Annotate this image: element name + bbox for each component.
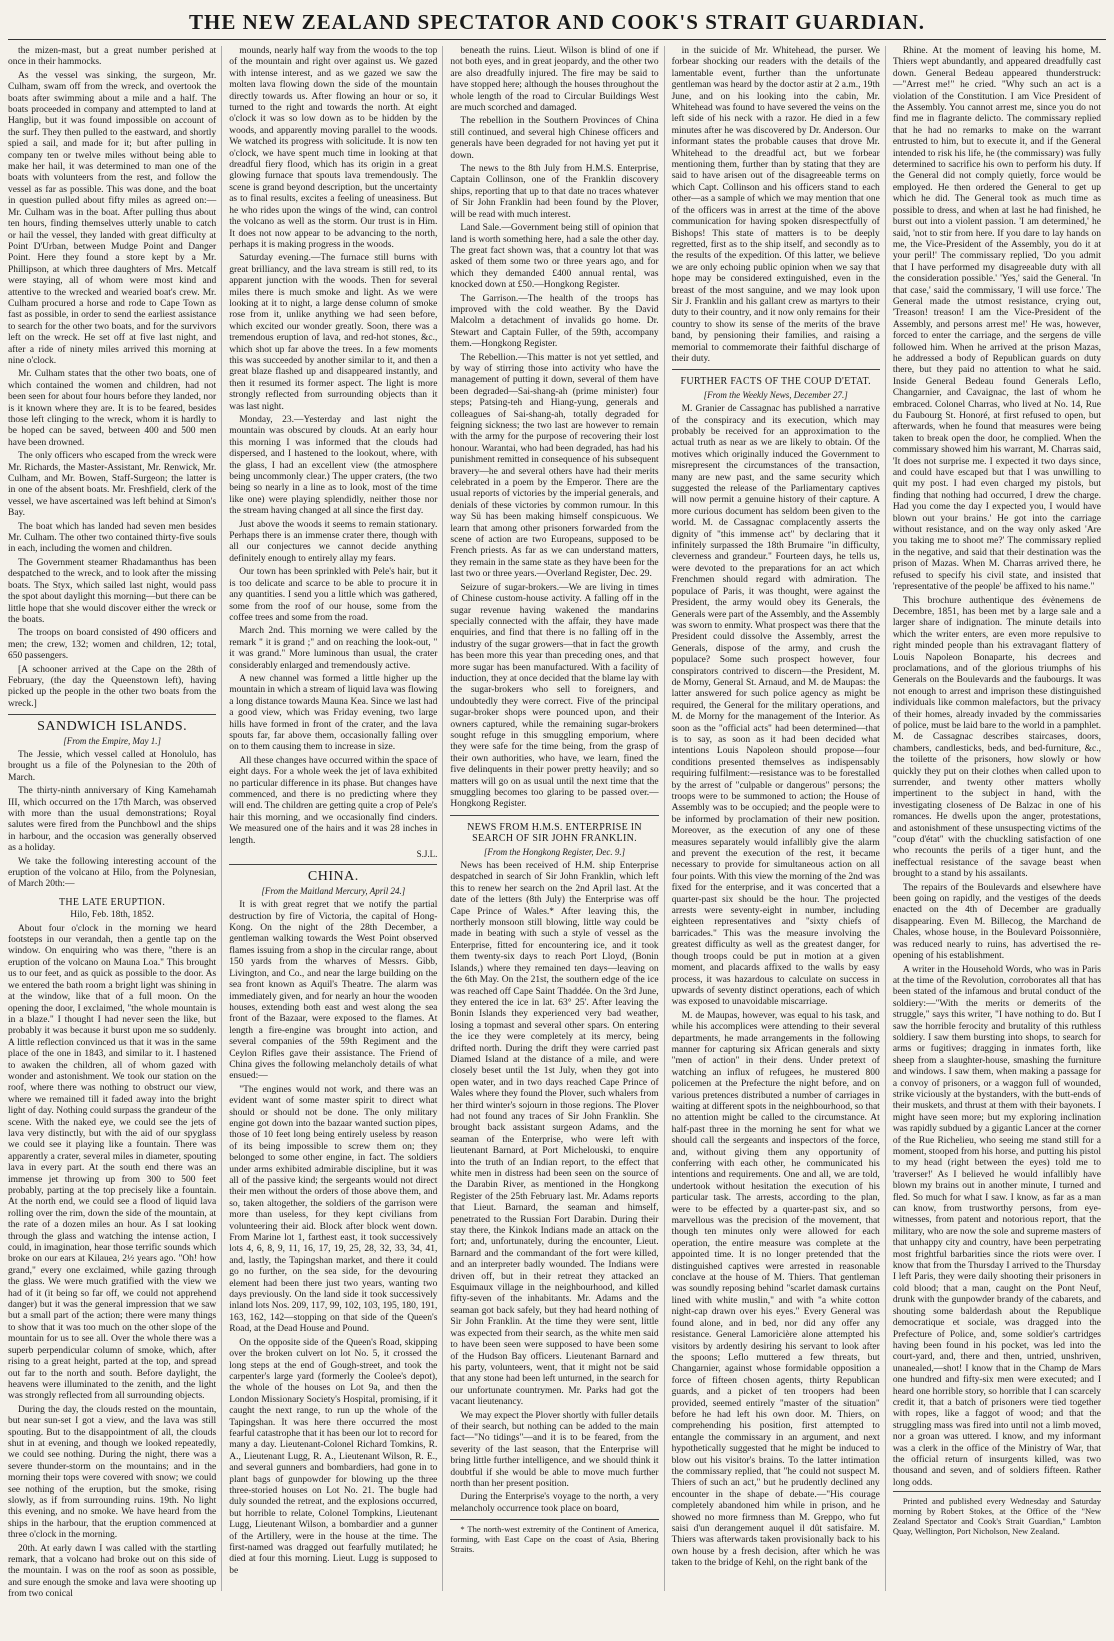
sub-heading: THE LATE ERUPTION. xyxy=(58,896,166,908)
paragraph: The only officers who escaped from the wreck were Mr. Richards, the Master-Assistant, Mr. Renwick, Mr. Culham, and Mr. Bowen, Staff-Surgeon; the latter is in one of the absent boats. Mr. Freshfield, clerk of the vessel, we have ascertained was left behind at Simon's Bay. xyxy=(8,451,217,519)
paragraph: the mizen-mast, but a great number perished at once in their hammocks. xyxy=(8,46,217,68)
source-line: [From the Empire, May 1.] xyxy=(63,735,162,746)
column-2 xyxy=(229,46,443,1591)
column-3 xyxy=(450,46,664,1591)
paragraph: "The engines would not work, and there was an evident want of some master spirit to direct what should or should not be done. The only military engine got down into the bazaar wanted suction pipes, those of 10 feet long being entirely useless by reason of its being impossible to screw them on; they belonged to some other engine, in fact. The soldiers under arms exhibited admirable discipline, but it was all of the passive kind; the sergeants would not direct their men without the orders of those above them, and so, taken altogether, the soldiers of the garrison were more than useless, for they kept civilians from volunteering their aid. Block after block went down. From Marine lot 1, farthest east, it took successively lots 4, 6, 8, 9, 11, 16, 17, 19, 25, 28, 32, 33, 34, 41, and, lastly, the Tapingshan market, and there it could go no further, on the sea side, for the devouring element had been there just two years, wanting two days previously. On the land side it took successively inland lots Nos. 209, 117, 99, 102, 103, 195, 180, 191, 163, 162, 142—stopping on that side of the Queen's Road, at the Dead House and Pound. xyxy=(229,1084,438,1335)
paragraph: On the opposite side of the Queen's Road, skipping over the broken culvert on lot No. 5, it crossed the long steps at the end of Gough-street, and took the carpenter's large yard (formerly the Coolee's depot), the whole of the houses on Lot 9a, and then the London Missionary Society's Hospital, promising, if it caught the next range, to run up the whole of the Tapingshan. It was here there occurred the most fearful catastrophe that it has been our lot to record for many a day. Lieutenant-Colonel Richard Tomkins, R. A., Lieutenant Lugg, R. A., Lieutenant Wilson, R. E., and several gunners and bombardiers, had gone in to plant bags of gunpowder for blowing up the three three-storied houses on Lot No. 21. The bugle had duly sounded the retreat, and the explosions occurred, but horrible to relate, Colonel Tompkins, Lieutenant Lugg, Lieutenant Wilson, a bombardier and a gunner of the Artillery, were in the house at the time. The first-named was dragged out fearfully mutilated; he died at four this morning. Lieut. Lugg is supposed to be xyxy=(229,1337,438,1576)
paragraph: The news to the 8th July from H.M.S. Enterprise, Captain Collinson, one of the Franklin discovery ships, reporting that up to that date no traces whatever of Sir John Franklin had been found by the Plover, will be read with much interest. xyxy=(450,164,659,220)
paragraph: Saturday evening.—The furnace still burns with great brilliancy, and the lava stream is still red, to its apparent junction with the woods. Then for several miles there is much smoke and light. As we were looking at it to night, a large dense column of smoke rose from it, unlike anything we had seen before, which excited our wonder greatly. Soon, there was a tremendous eruption of lava, and red-hot stones, &c., which shot up far above the trees. In a few moments this was succeeded by another similar to it, and then a great blaze flashed up and disappeared instantly, and then it resumed its former aspect. The light is more strongly reflected from surrounding objects than it was last night. xyxy=(229,253,438,412)
divider xyxy=(229,864,437,865)
paragraph: The Jessie, which vessel called at Honolulo, has brought us a file of the Polynesian to the 20th of March. xyxy=(8,749,217,783)
section-heading: NEWS FROM H.M.S. ENTERPRISE IN SEARCH OF SIR JOHN FRANKLIN. xyxy=(467,821,642,845)
paragraph: The Garrison.—The health of the troops has improved with the cold weather. By the David Malcolm a detachment of invalids go home. Dr. Stewart and Captain Fuller, of the 59th, accompany them.—Hongkong Register. xyxy=(450,293,659,350)
divider xyxy=(450,1519,658,1520)
paragraph: We may expect the Plover shortly with fuller details of their search, but nothing can be added to the main fact—"No tidings"—and it is to be feared, from the severity of the last season, that the Enterprise will bring little further intelligence, and we should think it doubtful if she would be able to move much further north than her present position. xyxy=(450,1410,659,1489)
paragraph: Monday, 23.—Yesterday and last night the mountain was obscured by clouds. At an early hour this morning I was informed that the clouds had dispersed, and I hastened to the lookout, where, with the glass, I had an excellent view (the atmosphere being uncommonly clear.) The upper craters, (the two being so nearly in a line as to look, most of the time like one) were playing splendidly, neither those nor the stream having changed at all since the first day. xyxy=(229,415,438,517)
section-heading: CHINA. xyxy=(307,869,359,885)
paragraph: A new channel was formed a little higher up the mountain in which a stream of liquid lava was flowing a long distance towards Mauna Kea. Since we last had a good view, which was Friday evening, two large hills have formed in front of the crater, and the lava spouts far, far above them, occasionally falling over on to them causing them to increase in size. xyxy=(229,673,438,753)
source-line: [From the Weekly News, December 27.] xyxy=(703,389,848,400)
paragraph: This brochure authentique des évènemens de Decembre, 1851, has been met by a large sale and a larger share of indignation. The minute details into which the writer enters, are even more repulsive to right minded people than his extravagant flattery of Louis Napoleon Bonaparte, his decrees and proclamations, and of the glorious triumphs of his Generals on the Boulevards and the faubourgs. It was not enough to arrest and imprison these distinguished individuals like common malefactors, but the privacy of their homes, already invaded by the commissaries of police, must be laid bare to the world in a pamphlet. M. de Cassagnac describes staircases, doors, chambers, candlesticks, beds, and bed-furniture, &c., the toilette of the prisoners, how slowly or how quickly they put on their clothes when called upon to surrender, and twenty other matters wholly impertinent to the subject in hand, with the investigating closeness of De Balzac in one of his romances. He dwells upon the anger, protestations, and astonishment of these unsuspecting victims of the "coup d'état" with the chuckling satisfaction of one who recounts the perils of a tiger hunt, and the ineffectual resistance of the savage beast when brought to a stand by his assailants. xyxy=(892,595,1102,880)
masthead: THE NEW ZEALAND SPECTATOR AND COOK'S STRAIT GUARDIAN. xyxy=(8,8,1106,40)
column-1 xyxy=(8,46,222,1600)
paragraph: The repairs of the Boulevards and elsewhere have been going on rapidly, and the vestiges of the deeds enacted on the 4th of December are gradually disappearing. Even M. Billecog, the Marchand de Chales, whose house, in the Boulevard Poissonnière, was reduced nearly to ruins, has advertised the re-opening of his establishment. xyxy=(892,882,1102,962)
paragraph: We take the following interesting account of the eruption of the volcano at Hilo, from the Polynesian, of March 20th:— xyxy=(8,856,217,890)
footnote: * The north-west extremity of the Continent of America, forming, with East Cape on the coast of Asia, Bhering Straits. xyxy=(450,1524,659,1555)
paragraph: A writer in the Household Words, who was in Paris at the time of the Revolution, corroborates all that has been stated of the infamous and brutal conduct of the soldiery:—"With the merits or demerits of the struggle," says this writer, "I have nothing to do. But I saw the horrible ferocity and brutality of this ruthless soldiery. I saw them bursting into shops, to search for arms or fugitives; dragging in inmates forth, like sheep from a slaughter-house, smashing the furniture and windows. I saw them, when making a passage for a convoy of prisoners, or a waggon full of wounded, strike viciously at the bystanders, with the butt-ends of their muskets, and thrust at them with their bayonets. I might have seen more; but my exploring inclination was rapidly subdued by a gigantic Lancer at the corner of the Rue Richelieu, who seeing me stand still for a moment, stooped from his horse, and putting his pistol to my head (right between the eyes) told me to 'traverser!' As I believed he would infallibly have blown my brains out in another minute, I turned and fled. So much for what I saw. I know, as far as a man can know, from trustworthy persons, from eye-witnesses, from patent and notorious report, that the military, who are now the sole and supreme masters of that unhappy city and country, have been perpetrating most frightful barbarities since the riots were over. I know that from the Thursday I arrived to the Thursday I left Paris, they were daily shooting their prisoners in cold blood; that a man, caught on the Pont Neuf, drunk with the gunpowder brandy of the cabarets, and shouting some balderdash about the Republique democratique et sociale, was dragged into the Prefecture of Police, and, some soldier's cartridges having been found in his pocket, was led into the court-yard, and, there and then, untried, unshriven, unanealed,—shot! I know that in the Champ de Mars one hundred and fifty-six men were executed; and I heard one horrible story, so horrible that I can scarcely credit it, that a batch of prisoners were tied together with ropes, like a faggot of wood; and that the struggling mass was fired into until not a limb moved, nor a groan was uttered. I know, and my informant was a clerk in the office of the Ministry of War, that the official return of insurgents killed, was two thousand and seven, and of soldiers fifteen. Rather long odds. xyxy=(892,964,1102,1488)
paragraph: The Rebellion.—This matter is not yet settled, and by way of stirring those into activity who have the management of putting it down, several of them have been degraded—Sai-shang-ah (prime minister) four steps; Patsing-teh and Hiang-yung, generals and colleagues of Sai-shang-ah, totally degraded for feigning sickness; the two last are however to remain with the army for the purpose of recovering their lost honour. Warantai, who had been degraded, has had his punishment remitted in consequence of his subsequent bravery—he and several others have had their merits celebrated in a poem by the Emperor. There are the usual reports of victories by the imperial generals, and denials of these victories by common rumour. In this way Sü has been making himself conspicuous. We learn that among other prisoners forwarded from the scene of action are two Europeans, supposed to be French priests. As far as we can understand matters, they remain in the same state as they have been for the last two or three years.—Overland Register, Dec. 29. xyxy=(450,352,659,580)
column-5 xyxy=(893,46,1106,1591)
paragraph: M. Granier de Cassagnac has published a narrative of the conspiracy and its execution, which may probably be received for an approximation to the actual truth as near as we are likely to obtain. Of the motives which originally induced the Government to misrepresent the circumstances of the transaction, many are new past, and the same security which suggested the release of the Parliamentary captives will now permit a genuine history of their capture. A more curious document has seldom been given to the world. M. de Cassagnac complacently asserts the dignity of "this immense act" by declaring that it infinitely surpassed the 18th Brumaire "in difficulty, cleverness and grandeur." Fourteen days, he tells us, were devoted to the preparations for an act which Frenchmen should regard with admiration. The populace of Paris, it was thought, were against the President, the army would obey its Generals, the Generals were part of the Assembly, and the Assembly was sworn to enmity. What prospect was there that the President could dissolve the Assembly, arrest the Generals, dispose of the army, and crush the populace? Some such prospect however, four conspirators contrived to discern—the President, M. de Morny, General St. Arnaud, and M. de Maupas: the latter answered for such police agency as might be required, the General for the military operations, and M. de Morny for the management of the Interior. As soon as the "official acts" had been determined—that is to say, as soon as it had been decided what intentions Louis Napoleon should propose—four conditions presented themselves as indispensably requiring fulfilment:—resistance was to be forestalled by the arrest of "culpable or dangerous" persons; the troops were to be summoned to action; the House of Assembly was to be occupied; and the people were to be informed by proclamation of their new position. Moreover, as the execution of any one of these measures separately would infallibly give the alarm and prevent the execution of the rest, it became necessary to provide for simultaneous action on all four points. With this view the morning of the 2nd was fixed for the enterprise, and it was concerted that a quarter-past six should be the hour. The projected arrests were seventy-eight in number, including eighteen representatives and "sixty chiefs of barricades." This was the measure involving the greatest difficulty as well as the greatest danger, for though troops could be put in motion at a given moment, and placards affixed to the walls by easy process, it was hazardous to calculate on success in upwards of seventy distinct operations, each of which was exposed to unavoidable miscarriage. xyxy=(671,404,880,1008)
source-line: [From the Hongkong Register, Dec. 9.] xyxy=(483,846,626,857)
signature: S.J.L. xyxy=(416,849,438,860)
divider xyxy=(672,369,880,370)
columns xyxy=(8,46,1106,1600)
paragraph: Just above the woods it seems to remain stationary. Perhaps there is an immense crater there, though with all our conjectures we cannot decide anything definitely enough to entirely allay my fears. xyxy=(229,519,438,564)
paragraph: The troops on board consisted of 490 officers and men; the crew, 132; women and children, 12; total, 650 passengers. xyxy=(8,628,217,662)
paragraph: The boat which has landed had seven men besides Mr. Culham. The other two contained thirty-five souls in each, including the women and children. xyxy=(8,521,217,555)
imprint: Printed and published every Wednesday and Saturday morning by Robert Stokes, at the Office of the "New Zealand Spectator and Cook's Strait Guardian," Lambton Quay, Wellington, Port Nicholson, New Zealand. xyxy=(893,1491,1101,1536)
section-heading: FURTHER FACTS OF THE COUP D'ETAT. xyxy=(680,376,871,388)
paragraph: mounds, nearly half way from the woods to the top of the mountain and right over against us. We gazed with intense interest, and as we gazed we saw the molten lava flowing down the side of the mountain directly towards us. After flowing an hour or so, it turned to the right and towards the north. At eight o'clock it was so low down as to be hidden by the woods, and apparently moving parallel to the woods. We watched its progress with solicitude. It is now ten o'clock, we have spent much time in looking at that dreadful fiery flood, which has its origin in a great glowing furnace that spouts lava tremendously. The scene is grand beyond description, but the uncertainty as to final results, excites a feeling of uneasiness. But he who rides upon the wings of the wind, can control the volcano as well as the storm. Our trust is in Him. It does not now appear to be advancing to the north, perhaps it is making progress in the woods. xyxy=(229,46,438,250)
paragraph: The thirty-ninth anniversary of King Kamehamah III, which occurred on the 17th March, was observed with more than the usual demonstrations; Royal salutes were fired from the Punchbowl and the ships in harbour, and the occasion was generally observed as a holiday. xyxy=(8,786,217,854)
source-line: [From the Maitland Mercury, April 24.] xyxy=(261,885,406,896)
paragraph: Rhine. At the moment of leaving his home, M. Thiers wept abundantly, and appeared dreadfully cast down. General Bedeau appeared thunderstruck:—"Arrest me!" he cried. "Why such an act is a violation of the Constitution. I am Vice President of the Assembly. You cannot arrest me, since you do not find me in flagrante delicto. The commissary replied that he had no remarks to make on the warrant entrusted to him, but to execute it, and if the General intended to risk his life, he (the commissary) was fully determined to sacrifice his own to perform his duty. If the General did not comply quietly, force would be employed. He then ordered the General to get up which he did. The General took as much time as possible to dress, and when at last he had finished, he burst out into a violent passion. 'I am determined,' he said, 'not to stir from here. If you dare to lay hands on me, the Vice-President of the Assembly, you do it at your peril!' The commissary replied, 'Do you admit that I have performed my disagreeable duty with all the consideration possible.' 'Yes,' said the General. 'In that case,' said the commissary, 'I will use force.' The General made the utmost resistance, crying out, 'Treason! treason! I am the Vice-President of the Assembly, and persons arrest me!' He was, however, forced to enter the carriage, and the sergens de ville followed him. When he arrived at the prison Mazas, he addressed a body of Republican guards on duty there, but they paid no attention to what he said. Inside General Bedeau found Generals Leflo, Changarnier, and Cavaignac, the last of whom he embraced. Colonel Charras, who lived at No. 14, Rue du Faubourg St. Honoré, at first refused to open, but afterwards, when he found that measures were being taken to break open the door, he complied. When the commissary showed him his warrant, M. Charras said, 'It does not surprise me. I expected it two days since, and could have escaped but that I was unwilling to quit my post. I had even charged my pistols, but finding that nothing had occurred, I drew the charge. Had you come the day I expected you, I would have blown out your brains.' He got into the carriage without resistance, and on the way only asked 'Are you taking me to shoot me?' The commissary replied in the negative, and said that their destination was the prison of Mazas. When M. Charras arrived there, he refused to specify his civil state, and insisted that 'representative of the people' be affixed to his name." xyxy=(892,46,1102,593)
divider xyxy=(450,815,658,816)
divider xyxy=(8,714,216,715)
newspaper-page xyxy=(8,8,1106,1621)
paragraph: 20th. At early dawn I was called with the startling remark, that a volcano had broke out on this side of the mountain. I was on the roof as soon as possible, and sure enough the smoke and lava were shooting up from two conical xyxy=(8,1543,217,1600)
paragraph: Seizure of sugar-brokers.—We are living in times of Chinese custom-house activity. A falling off in the sugar revenue having wakened the mandarins specially connected with the affair, they have made enquiries, and find that there is no falling off in the industry of the sugar growers—that in fact the growth has been more this year than preceding ones, and that more sugar has been manufactured. With a facility of induction, they at once decided that the blame lay with the sugar-brokers who sell to foreigners, and undoubtedly they were correct. Five of the principal sugar-broker shops were pounced upon, and their owners captured, while the remaining sugar-brokers sought refuge in this smuggling emporium, where they were safe for the time being, from the grasp of their own authorities, who have, we learn, fined the five delinquents in their power pretty heavily; and so matters will go on as usual until the next time that the smuggling becomes too glaring to be passed over.—Hongkong Register. xyxy=(450,582,659,810)
paragraph: The Government steamer Rhadamanthus has been despatched to the wreck, and to look after the missing boats. The Styx, which sailed last night, would pass the spot about daylight this morning—but there can be little hope that she would discover either the wreck or the boats. xyxy=(8,557,217,625)
column-4 xyxy=(672,46,886,1591)
paragraph: All these changes have occurred within the space of eight days. For a whole week the jet of lava exhibited no particular difference in its phase. But changes have commenced, and there is no predicting where they will end. The children are getting quite a crop of Pele's hair this morning, and we occasionally find cinders. We measured one of the hairs and it was 28 inches in length. xyxy=(229,755,438,846)
paragraph: Mr. Culham states that the other two boats, one of which contained the women and children, had not been seen for about four hours before they landed, nor is it known where they are. It is to be feared, besides those left clinging to the wreck, whom it is hardly to be hoped can be saved, between 400 and 500 men have been drowned. xyxy=(8,369,217,448)
paragraph: News has been received of H.M. ship Enterprise despatched in search of Sir John Franklin, which left this to renew her search on the 2nd April last. At the date of the letters (8th July) the Enterprise was off Cape Prince of Wales.* After leaving this, the northerly monsoon still blowing, little way could be made in beating with such a style of vessel as the Enterprise, fitted for encountering ice, and it took them twenty-six days to reach Port Lloyd, (Bonin Islands,) where they remained ten days—leaving on the 6th May. On the 21st, the southern edge of the ice was reached off Cape Saint Thaddée. On the 3rd June, they entered the ice in lat. 63° 25'. After leaving the Bonin Islands they experienced very bad weather, losing a topmast and several other spars. On entering the ice they were completely at its mercy, being drifted north. During the drift they were carried past Diamed Island at the distance of a mile, and were closely beset until the 1st July, when they got into open water, and in two days reached Cape Prince of Wales where they found the Plover, such whalers from her third winter's sojourn in those regions. The Plover had not found any traces of Sir John Franklin. She brought back assistant surgeon Adams, and the seaman of the Enterprise, who were left with lieutenant Barnard, at Port Michelouski, to enquire into the truth of an Indian report, to the effect that white men in distress had been seen on the source of the Darabin River, as mentioned in the Hongkong Register of the 25th February last. Mr. Adams reports that Lieut. Barnard, the seaman and himself, penetrated to the Russian Fort Darabin. During their stay there, the Kinkok Indians made an attack on the fort; and, unfortunately, during the encounter, Lieut. Barnard and the commandant of the fort were killed, and an interpreter badly wounded. The Indians were driven off, but in their retreat they attacked an Esquimaux village in the neighbourhood, and killed fifty-seven of the inhabitants. Mr. Adams and the seaman got back safely, but they had heard nothing of Sir John Franklin. At the time they were sent, little was expected from their search, as the white men said to have been seen were supposed to have been some of the Hudson Bay officers. Lieutenant Barnard and his party, volunteers, went, that it might not be said that any stone had been left unturned, in the search for our unfortunate countrymen. Mr. Parks had got the vacant lieutenancy. xyxy=(450,861,659,1408)
paragraph: March 2nd. This morning we were called by the remark " it is grand ;" and on reaching the look-out, " it was grand." More luminous than usual, the crater considerably enlarged and tremendously active. xyxy=(229,626,438,671)
paragraph: As the vessel was sinking, the surgeon, Mr. Culham, swam off from the wreck, and overtook the boats after swimming about a mile and a half. The boats proceeded in company and attempted to land at Hanglip, but it was found impossible on account of the surf. They then pulled to the eastward, and shortly spied a sail, and made for it; but after pulling in company ten or twelve miles without being able to make her hail, it was determined to man one of the boats with volunteers from the rest, and follow the vessel as far as possible. This was done, and the boat in question pulled about fifty miles as agreed on:—Mr. Culham was in the boat. After pulling thus about ten hours, finding themselves utterly unable to catch or hail the vessel, they landed with great difficulty at Point D'Urban, between Mudge Point and Danger Point. Here they found a store kept by a Mr. Phillipson, at which three daughters of Mrs. Metcalf were staying, all of whom were most kind and attentive to the wrecked and wearied boat's crew. Mr. Culham procured a horse and rode to Cape Town as fast as possible, in order to send the earliest assistance to search for the other two boats, and for the survivors left on the wreck. He set off at five last night, and after a ride of ninety miles arrived this morning at nine o'clock. xyxy=(8,70,217,366)
paragraph: M. de Maupas, however, was equal to his task, and while his accomplices were attending to their several departments, he made arrangements in the following manner for capturing six African generals and sixty "men of action" in their dens. Under pretext of watching an influx of refugees, he mustered 800 policemen at the Prefecture the night before, and on various pretences distributed a number of carriages in waiting at different spots in the neighbourhood, so that no attention might be called to the circumstance. At half-past three in the morning he sent for what we should call the sergeants and inspectors of the force, and, without giving them any opportunity of conferring with each other, he communicated his intentions and requirements. One and all, we are told, undertook without hesitation the execution of his particular task. The arrests, according to the plan, were to be effected by a quarter-past six, and so marvellous was the precision of the movement, that though ten minutes only were allowed for each operation, the entire measure was complete at the appointed time. It is no longer pretended that the distinguished captives were arrested in reasonable conclave at the house of M. Thiers. That gentleman was soundly reposing behind "scarlet damask curtains lined with white muslin," and with "a white cotton night-cap drawn over his eyes." Every General was found alone, and in bed, nor did any offer any resistance. General Lamoricière alone attempted his visitors by ardently desiring his servant to look after the spoons; Leflo muttered a few threats, but Changarnier, against whose formidable opposition a force of fifteen chosen agents, thirty Republican guards, and a picket of ten troopers had been provided, seemed entirely "master of the situation" before he had left his own door. M. Thiers, on comprehending his position, first attempted to entangle the commissary in an argument, and next hypothetically suggested that he might be induced to blow out his visitor's brains. To the latter intimation the commissary replied, that "he could not suspect M. Thiers of such an act," but he prudently declined any encounter in the shape of debate.—"His courage completely abandoned him while in prison, and he showed no more firmness than M. Greppo, who fut saisi d'un derangement auquel il dût satisfaire. M. Thiers was afterwards taken provisionally back to his own house by a fresh decision, after which he was taken to the bridge of Kehl, on the right bank of the xyxy=(671,1010,880,1569)
paragraph: During the day, the clouds rested on the mountain, but near sun-set I got a view, and the lava was still spouting. But to the disappointment of all, the clouds shut in at evening, and though we looked repeatedly, we could see nothing. During the night, there was a severe thunder-storm on the mountains; and in the morning their tops were covered with snow; we could see nothing of the eruption, but the smoke, rising slowly, as if from surrounding ruins. 19th. No light this evening, and no smoke. We have heard from the ships in the harbour, that the eruption commenced at three o'clock in the morning. xyxy=(8,1404,217,1541)
paragraph: Land Sale.—Government being still of opinion that land is worth something here, had a sale the other day. The great fact shown was, that a country lot that was asked of them some two or three years ago, and for which they demanded £400 annual rental, was knocked down at £50.—Hongkong Register. xyxy=(450,223,659,291)
paragraph: About four o'clock in the morning we heard footsteps in our verandah, then a gentle tap on the window. On enquiring who was there, "there is an eruption of the volcano on Mauna Loa." This brought us to our feet, and as quick as possible to the door. As we entered the bath room a bright light was shining in at the window, like that of a full moon. On the opening the door, I exclaimed, "the whole mountain is in a blaze." I thought I had never seen the like, but probably it was because it burst upon me so suddenly. A little reflection convinced us that it was in the same place of the one in 1843, and similar to it. I hastened to awaken the children, all of whom gazed with wonder and astonishment. We took our station on the roof, where there was nothing to obstruct our view, where we remained till it faded away into the bright light of day. Nothing could surpass the grandeur of the scene. With the naked eye, we could see the jets of lava very distinctly, but with the aid of our spyglass we could see it playing like a fountain. There was apparently a crater, several miles in diameter, spouting lava in every part. At the south end there was an immense jet throwing up from 300 to 500 feet probably, parting at the top precisely like a fountain. At the north end, we could see a flood of liquid lava rolling over the rim, down the side of the mountain, at the rate of a dozen miles an hour. As I sat looking through the glass and watching the intense action, I could, in imagination, hear those terrific sounds which broke on our ears at Kilauea, 2½ years ago. "Oh! how grand," every one exclaimed, while gazing through the glass. We were much gratified with the view we had of it (it being so far off, we could not apprehend danger) but it was the general impression that we saw but a small part of the action; there were many things to show that it was too much on the other slope of the mountain for us to see all. Over the whole there was a superb perpendicular column of smoke, which, after rising to a great height, parted at the top, and spread out far to the north and south. Before daylight, the heavens were illuminated to the zenith, and the light was strongly reflected from all surrounding objects. xyxy=(8,923,217,1402)
paragraph: [A schooner arrived at the Cape on the 28th of February, (the day the Queenstown left), having picked up the people in the other two boats from the wreck.] xyxy=(8,664,217,709)
dateline: Hilo, Feb. 18th, 1852. xyxy=(70,910,154,921)
section-heading: SANDWICH ISLANDS. xyxy=(37,719,188,735)
paragraph: The rebellion in the Southern Provinces of China still continued, and several high Chinese officers and generals have been degraded for not having yet put it down. xyxy=(450,116,659,161)
paragraph: beneath the ruins. Lieut. Wilson is blind of one if not both eyes, and in great jeopardy, and the other two are also dreadfully injured. The fire may be said to have stopped here; although the houses throughout the whole length of the road to Circular Buildings West are much scorched and damaged. xyxy=(450,46,659,114)
paragraph: in the suicide of Mr. Whitehead, the purser. We forbear shocking our readers with the details of the lamentable event, further than the unfortunate gentleman was heard by the doctor astir at 2 a.m., 19th June, and on his looking into the cabin, Mr. Whitehead was found to have severed the veins on the left side of his neck with a razor. He died in a few minutes after he was discovered by Dr. Anderson. Our informant states the probable causes that drove Mr. Whitehead to the dreadful act, but we forbear mentioning them, further than by stating that they are said to have arisen out of the disagreeable terms on which Capt. Collinson and his officers stand to each other—as a sample of which we may mention that one of the officers was in arrest at the time of the above communication for having spoken disrespectfully of Bishops! This state of matters is to be deeply regretted, first as to the ship itself, and secondly as to the results of the expedition. Of this latter, we believe we are only echoing public opinion when we say that hope may be considered extinguished, even in the breast of the most sanguine, and we may look upon Sir J. Franklin and his gallant crew as martyrs to their duty to their country, and it now only remains for their country to show its sense of the merits of the brave band, by pensioning their families, and raising a memorial to commemorate their faithful discharge of their duty. xyxy=(671,46,880,364)
paragraph: Our town has been sprinkled with Pele's hair, but it is too delicate and scarce to be able to procure it in any quantities. I send you a little which was gathered, some from the roof of our house, some from the coffee trees and some from the road. xyxy=(229,567,438,623)
paragraph: During the Enterprise's voyage to the north, a very melancholy occurrence took place on board, xyxy=(450,1492,659,1514)
paragraph: It is with great regret that we notify the partial destruction by fire of Victoria, the capital of Hong-Kong. On the night of the 28th December, a gentleman walking towards the West Point observed flames issuing from a shop in the circular range, about 150 yards from the wharves of Messrs. Gibb, Livington, and Co., and near the large building on the sea front known as Aquil's Theatre. The alarm was immediately given, and for nearly an hour the wooden houses, extending both east and west along the sea front of the Bazaar, were exposed to the flames. At length a fire-engine was brought into action, and several companies of the 59th Regiment and the Ceylon Rifles gave their assistance. The Friend of China gives the following melancholy details of what ensued:— xyxy=(229,900,438,1082)
